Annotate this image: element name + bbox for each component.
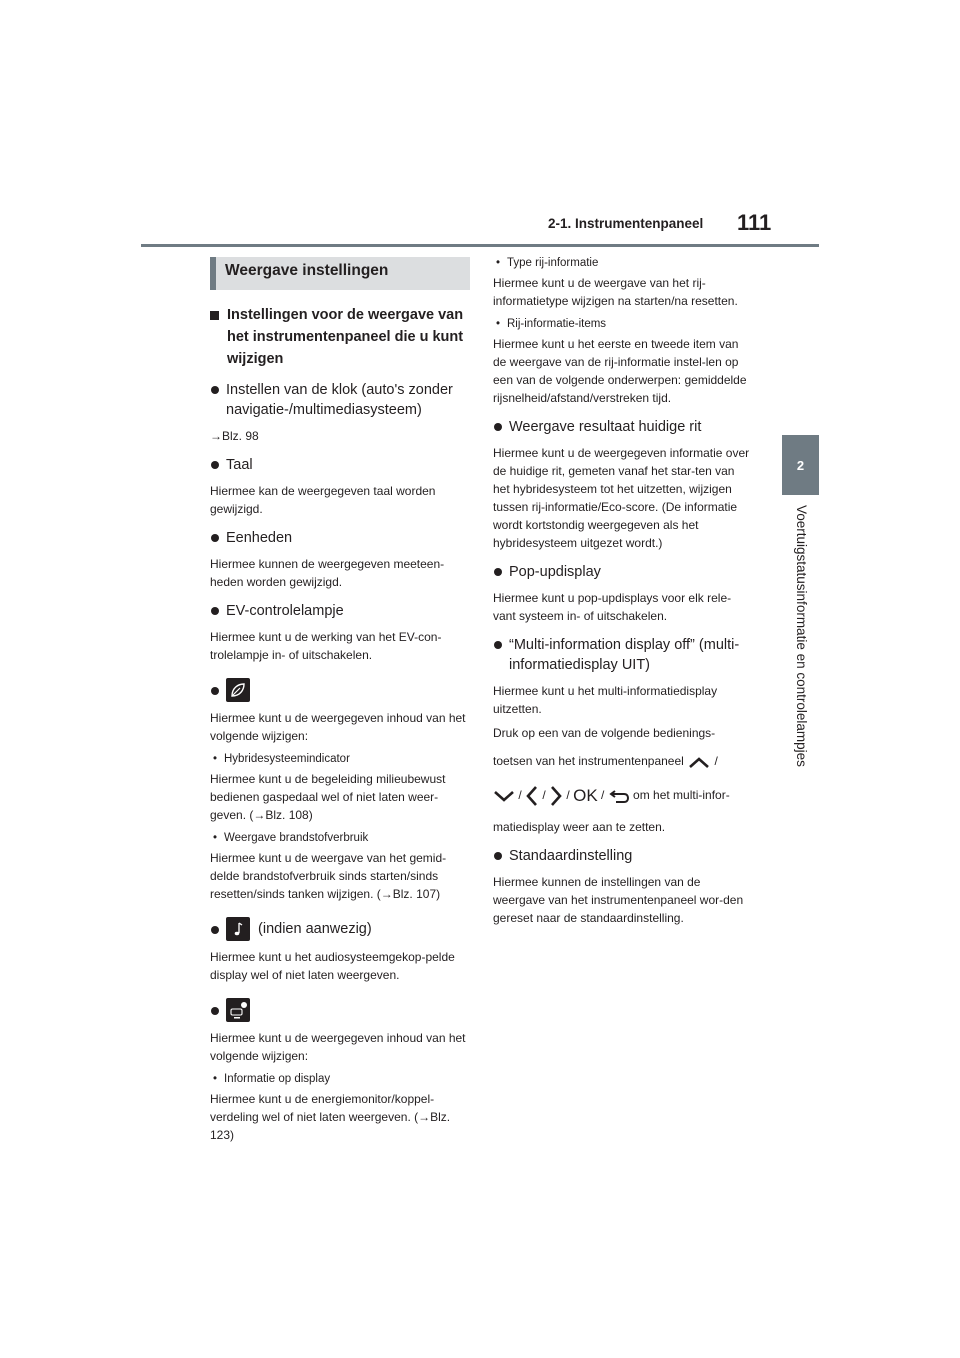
item-body: Hiermee kunt u de weergave van het gemid-delde brandstofverbruik sinds starten/sinds resetten/sinds tanken wijzigen. (→Blz. 107) <box>210 851 447 901</box>
item-body: Hiermee kunt u de werking van het EV-con-trolelampje in- of uitschakelen. <box>210 630 442 662</box>
item-title: “Multi-information display off” (multi-informatiedisplay UIT) <box>509 637 740 673</box>
body-text: toetsen van het instrumentenpaneel <box>493 754 684 768</box>
item-body: Hiermee kunt u pop-updisplays voor elk rele-vant systeem in- of uitschakelen. <box>493 591 732 623</box>
bullet-icon <box>494 852 502 860</box>
list-item: • Type rij-informatie <box>496 257 599 269</box>
chevron-left-icon <box>525 784 539 808</box>
chevron-right-icon <box>549 784 563 808</box>
separator: / <box>566 788 570 803</box>
header-section-title: 2-1. Instrumentenpaneel <box>548 216 704 231</box>
item-body: Hiermee kunt u de weergegeven informatie over de huidige rit, gemeten vanaf het star-ten van het hybridesysteem tot het uitzetten, wijzigen tussen rij-informatie/Eco-score. (De informatie wordt kortstondig weergegeven als het hybridesysteem uitgezet wordt.) <box>493 446 750 550</box>
item-mid <box>493 635 751 675</box>
item-body: Druk op een van de volgende bedienings- <box>493 726 716 740</box>
item-title: EV-controlelampje <box>226 603 344 619</box>
item-body: Hiermee kunt u de weergegeven inhoud van het volgende wijzigen: <box>210 1031 466 1063</box>
list-item: • Weergave brandstofverbruik <box>213 832 369 844</box>
list-item-text: Type rij-informatie <box>507 257 599 269</box>
item-title: Instellen van de klok (auto's zonder navigatie-/multimediasysteem) <box>226 382 453 418</box>
bullet-icon <box>211 534 219 542</box>
bullet-icon <box>211 461 219 469</box>
bullet-icon <box>211 687 219 695</box>
item-eenheden <box>210 528 470 548</box>
sub-heading <box>210 304 470 370</box>
item-body: Hiermee kunt u het multi-informatiedisplay uitzetten. <box>493 684 718 716</box>
vehicle-info-icon <box>226 998 250 1022</box>
item-title: Eenheden <box>226 530 293 546</box>
item-body: Hiermee kan de weergegeven taal worden gewijzigd. <box>210 484 436 516</box>
item-result <box>493 417 751 437</box>
item-ev <box>210 601 470 621</box>
bullet-icon <box>494 568 502 576</box>
ok-label: OK <box>573 786 598 805</box>
separator: / <box>542 788 546 803</box>
chevron-up-icon <box>687 755 711 769</box>
item-body: Hiermee kunnen de instellingen van de weergave van het instrumentenpaneel wor-den gereset naar de standaardinstelling. <box>493 875 744 925</box>
control-instructions-line <box>493 752 751 770</box>
right-column <box>493 254 751 932</box>
item-body: Hiermee kunt u de weergegeven inhoud van het volgende wijzigen: <box>210 711 466 743</box>
control-buttons-line <box>493 784 751 808</box>
item-body: Hiermee kunt u het eerste en tweede item van de weergave van de rij-informatie instel-len op een van de volgende onderwerpen: gemiddelde rijsnelheid/afstand/verstreken tijd. <box>493 337 747 405</box>
item-clock <box>210 380 470 420</box>
list-item: • Informatie op display <box>213 1073 331 1085</box>
bullet-icon <box>211 607 219 615</box>
item-body: Hiermee kunnen de weergegeven meeteen-heden worden gewijzigd. <box>210 557 445 589</box>
item-audio <box>210 917 470 941</box>
header-rule <box>141 244 819 247</box>
item-body: Hiermee kunt u de begeleiding milieubewust bedienen gaspedaal wel of niet laten weer-geven. (→Blz. 108) <box>210 772 446 822</box>
bullet-icon <box>211 1007 219 1015</box>
bullet-icon <box>211 386 219 394</box>
chapter-tab-number: 2 <box>796 458 805 473</box>
square-bullet-icon <box>210 311 219 320</box>
item-body: Hiermee kunt u de weergave van het rij-informatietype wijzigen na starten/na resetten. <box>493 276 738 308</box>
list-item-text: Hybridesysteemindicator <box>224 753 350 765</box>
back-arrow-icon <box>608 788 630 804</box>
item-title: (indien aanwezig) <box>258 920 372 937</box>
item-title: Taal <box>226 457 253 473</box>
list-item: • Hybridesysteemindicator <box>213 753 350 765</box>
chapter-label-text: Voertuigstatusinformatie en controlelampjes <box>794 505 809 767</box>
chevron-down-icon <box>493 789 515 803</box>
page-reference[interactable]: →Blz. 98 <box>210 429 259 443</box>
list-item-text: Informatie op display <box>224 1073 331 1085</box>
item-body: matiedisplay weer aan te zetten. <box>493 820 666 834</box>
item-title: Weergave resultaat huidige rit <box>509 419 702 435</box>
bullet-icon <box>211 926 219 934</box>
item-title: Standaardinstelling <box>509 848 633 864</box>
item-vehicle <box>210 998 470 1022</box>
list-item: • Rij-informatie-items <box>496 318 607 330</box>
left-column <box>210 257 470 1149</box>
sub-heading-text: Instellingen voor de weergave van het instrumentenpaneel die u kunt wijzigen <box>227 307 464 367</box>
item-popup <box>493 562 751 582</box>
bullet-icon <box>494 641 502 649</box>
separator: / <box>714 754 718 768</box>
list-item-text: Weergave brandstofverbruik <box>224 832 369 844</box>
list-item-text: Rij-informatie-items <box>507 318 607 330</box>
item-title: Pop-updisplay <box>509 564 601 580</box>
item-body: Hiermee kunt u het audiosysteemgekop-pelde display wel of niet laten weergeven. <box>210 950 455 982</box>
leaf-icon <box>226 678 250 702</box>
item-default <box>493 846 751 866</box>
music-note-icon <box>226 917 250 941</box>
item-eco <box>210 678 470 702</box>
bullet-icon <box>494 423 502 431</box>
body-text: om het multi-infor- <box>633 788 730 803</box>
separator: / <box>518 788 522 803</box>
separator: / <box>601 788 605 803</box>
item-body: Hiermee kunt u de energiemonitor/koppel-verdeling wel of niet laten weergeven. (→Blz. 123) <box>210 1092 451 1142</box>
page-number: 111 <box>737 210 772 235</box>
section-title: Weergave instellingen <box>210 257 470 290</box>
item-taal <box>210 455 470 475</box>
